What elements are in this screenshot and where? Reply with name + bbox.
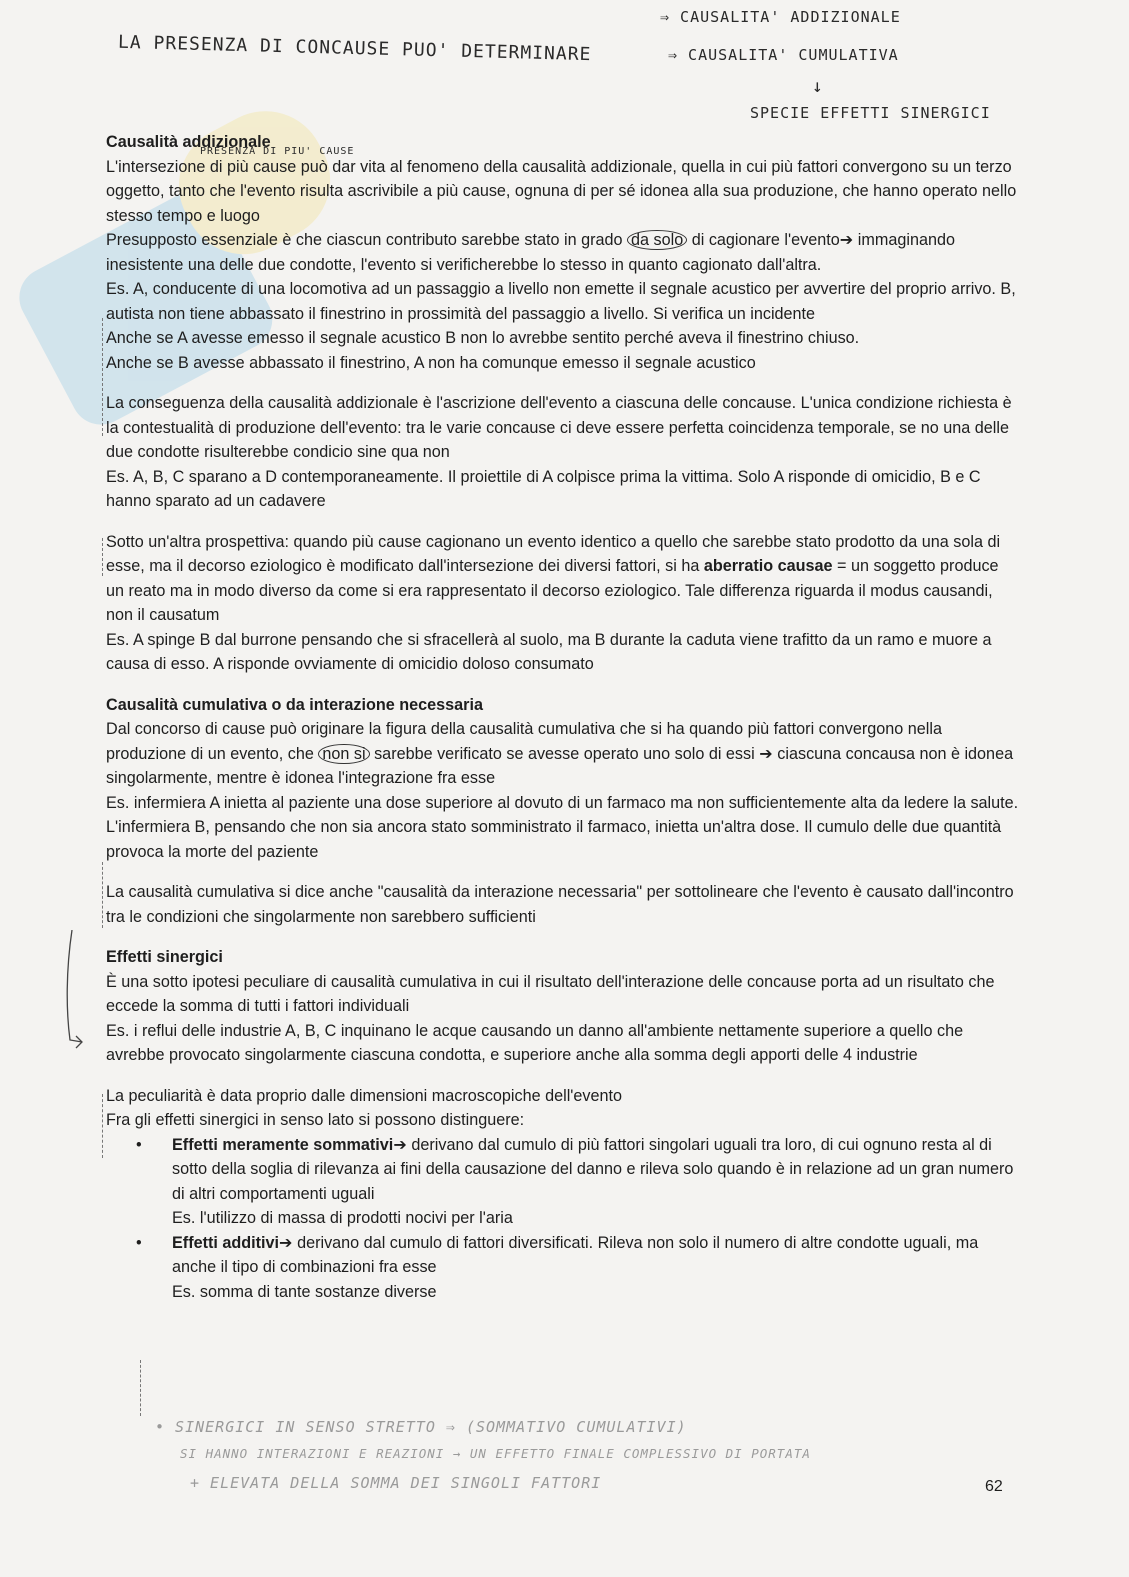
list-item: • Effetti additivi➔ derivano dal cumulo di fattori diversificati. Rileva non solo il numero di altre condotte uguali, ma anche il tipo di combinazioni fra esse Es. somma di tante sostanze diverse	[172, 1231, 1021, 1305]
handwritten-note-right-1: ⇒ CAUSALITA' ADDIZIONALE	[660, 8, 901, 26]
handwritten-note-right-2: ⇒ CAUSALITA' CUMULATIVA	[668, 46, 899, 64]
paragraph: Fra gli effetti sinergici in senso lato si possono distinguere:	[106, 1111, 525, 1129]
example-text: Anche se B avesse abbassato il finestrino, A non ha comunque emesso il segnale acustico	[106, 353, 756, 372]
paragraph: La causalità cumulativa si dice anche "causalità da interazione necessaria" per sottolineare che l'evento è causato dall'incontro tra le condizioni che singolarmente non sarebbero sufficienti	[106, 883, 1014, 926]
handwritten-arrow-down: ↓	[812, 76, 824, 97]
circled-text: da solo	[627, 230, 687, 250]
pencil-note-2: SI HANNO INTERAZIONI E REAZIONI → UN EFFETTO FINALE COMPLESSIVO DI PORTATA	[180, 1446, 811, 1461]
example-text: Es. A, B, C sparano a D contemporaneamente. Il proiettile di A colpisce prima la vittima. Solo A risponde di omicidio, B e C hanno sparato ad un cadavere	[106, 467, 981, 510]
bold-term: aberratio causae	[703, 557, 833, 575]
margin-bracket-5	[140, 1360, 141, 1416]
example-text: Anche se A avesse emesso il segnale acustico B non lo avrebbe sentito perché aveva il finestrino chiuso.	[106, 329, 860, 347]
example-text: Es. somma di tante sostanze diverse	[172, 1282, 437, 1301]
paragraph: È una sotto ipotesi peculiare di causalità cumulativa in cui il risultato dell'interazione delle concause porta ad un risultato che eccede la somma di tutti i fattori individuali	[106, 972, 995, 1015]
paragraph: L'intersezione di più cause può dar vita al fenomeno della causalità addizionale, quella in cui più fattori convergono su un terzo oggetto, tanto che l'evento risulta ascrivibile a più cause, ognuna di per sé idonea alla sua produzione, che hanno operato nello stesso tempo e luogo	[106, 157, 1017, 225]
example-text: Es. i reflui delle industrie A, B, C inquinano le acque causando un danno all'ambiente nettamente superiore a quello che avrebbe provocato singolarmente ciascuna condotta, e superiore anche alla somma degli apporti delle 4 industrie	[106, 1021, 964, 1064]
heading-causalita-cumulativa: Causalità cumulativa o da interazione necessaria	[106, 695, 483, 714]
example-text: Es. infermiera A inietta al paziente una dose superiore al dovuto di un farmaco ma non sufficientemente alta da ledere la salute. L'infermiera B, pensando che non sia ancora stato somministrato il farmaco, inietta un'altra dose. Il cumulo delle due quantità provoca la morte del paziente	[106, 793, 1019, 861]
pencil-note-1: • SINERGICI IN SENSO STRETTO ⇒ (SOMMATIVO CUMULATIVI)	[155, 1418, 687, 1436]
heading-effetti-sinergici: Effetti sinergici	[106, 948, 223, 966]
margin-arrow-icon	[64, 930, 84, 1050]
example-text: Es. l'utilizzo di massa di prodotti nocivi per l'aria	[172, 1209, 513, 1227]
pencil-note-3: + ELEVATA DELLA SOMMA DEI SINGOLI FATTORI	[190, 1474, 602, 1492]
paragraph: Dal concorso di cause può originare la figura della causalità cumulativa che si ha quando più fattori convergono nella produzione di un evento, che non si sarebbe verificato se avesse operato uno solo di essi ➔ ciascuna concausa non è idonea singolarmente, mentre è idonea l'integrazione fra esse	[106, 720, 1014, 787]
list-item: • Effetti meramente sommativi➔ derivano dal cumulo di più fattori singolari uguali tra loro, di cui ognuno resta al di sotto della soglia di rilevanza ai fini della causazione del danno e rileva solo quando è in relazione ad un gran numero di altri comportamenti uguali Es. l'utilizzo di massa di prodotti nocivi per l'aria	[172, 1133, 1021, 1231]
paragraph: Sotto un'altra prospettiva: quando più cause cagionano un evento identico a quello che sarebbe stato prodotto da una sola di esse, ma il decorso eziologico è modificato dall'intersezione dei diversi fattori, si ha aberratio causae = un soggetto produce un reato ma in modo diverso da come si era rappresentato il decorso eziologico. Tale differenza riguarda il modus causandi, non il causatum	[106, 532, 1001, 624]
bold-term: Effetti additivi	[172, 1233, 280, 1252]
margin-bracket-1	[102, 318, 103, 436]
handwritten-under-heading: PRESENZA DI PIU' CAUSE	[200, 146, 355, 157]
paragraph: La peculiarità è data proprio dalle dimensioni macroscopiche dell'evento	[106, 1086, 623, 1105]
document-body	[106, 130, 1021, 1304]
heading-causalita-addizionale: Causalità addizionale	[106, 133, 271, 151]
circled-text: non si	[318, 744, 369, 764]
margin-bracket-4	[102, 1094, 103, 1158]
margin-bracket-2	[102, 538, 103, 576]
paragraph: La conseguenza della causalità addizionale è l'ascrizione dell'evento a ciascuna delle concause. L'unica condizione richiesta è la contestualità di produzione dell'evento: tra le varie concause ci deve essere perfetta coincidenza temporale, se no una delle due condotte risulterebbe condicio sine qua non	[106, 394, 1012, 461]
handwritten-note-right-3: SPECIE EFFETTI SINERGICI	[750, 104, 991, 122]
bullet-list	[106, 1133, 1021, 1305]
example-text: Es. A spinge B dal burrone pensando che si sfracellerà al suolo, ma B durante la caduta viene trafitto da un ramo e muore a causa di esso. A risponde ovviamente di omicidio doloso consumato	[106, 630, 992, 673]
handwritten-note-title: LA PRESENZA DI CONCAUSE PUO' DETERMINARE	[117, 31, 592, 66]
bold-term: Effetti meramente sommativi	[172, 1135, 394, 1154]
page-number: 62	[985, 1478, 1003, 1495]
example-text: Es. A, conducente di una locomotiva ad un passaggio a livello non emette il segnale acustico per avvertire del proprio arrivo. B, autista non tiene abbassato il finestrino in prossimità del passaggio a livello. Si verifica un incidente	[106, 280, 1016, 323]
paragraph: Presupposto essenziale è che ciascun contributo sarebbe stato in grado da solo di cagionare l'evento➔ immaginando inesistente una delle due condotte, l'evento si verificherebbe lo stesso in quanto cagionato dall'altra.	[106, 231, 955, 274]
margin-bracket-3	[102, 862, 103, 928]
